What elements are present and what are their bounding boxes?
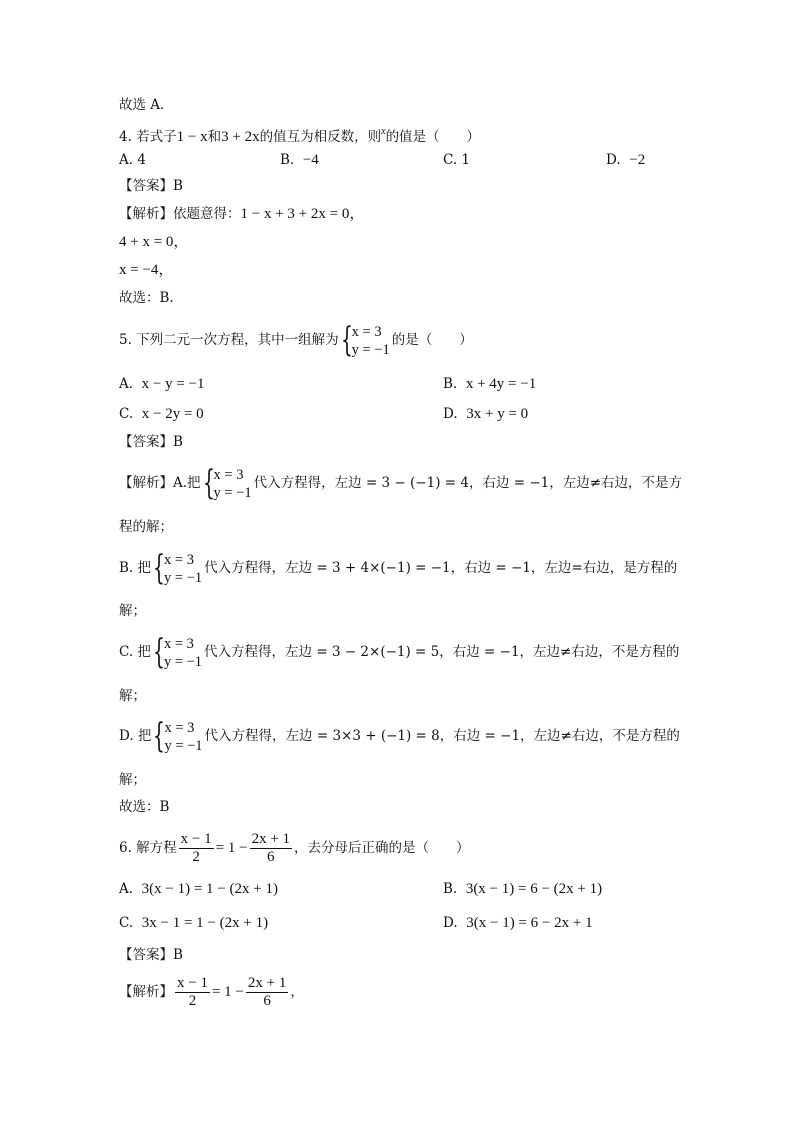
q6-option-b-label: B. xyxy=(443,881,458,897)
q5-option-d-label: D. xyxy=(443,406,458,422)
q4-stem xyxy=(119,123,480,146)
q5-b-post: 代入方程得，左边 = 3 + 4×(−1) = −1，右边 = −1，左边=右边，是方程的 xyxy=(204,560,678,576)
q5-option-a-label: A. xyxy=(119,376,134,392)
q5-b-system xyxy=(153,547,203,588)
q5-a-sys-x: x = 3 xyxy=(213,466,244,483)
q4-option-d-label: D. xyxy=(606,152,621,168)
intro-line: 故选 A． xyxy=(119,97,174,113)
q6-an-mid: = 1 − xyxy=(211,984,244,1000)
q4-stem-post-a: 的值互为相反数，则 xyxy=(259,129,382,145)
q5-c-pre: C. 把 xyxy=(119,644,151,660)
q4-conclusion: 故选：B. xyxy=(119,290,174,306)
q5-analysis-b xyxy=(119,547,678,588)
q6-an-frac1-den: 2 xyxy=(188,993,197,1009)
q4-option-c: C. 1 xyxy=(443,152,471,168)
q6-an-frac1 xyxy=(175,975,210,1010)
q4-expr1: 1 − x xyxy=(176,129,208,145)
q5-option-d-eq: 3x + y = 0 xyxy=(466,406,529,422)
q6-an-frac2-num: 2x + 1 xyxy=(247,975,287,991)
q4-stem-mid: 和 xyxy=(207,129,222,145)
q6-option-c xyxy=(119,914,268,932)
q5-analysis-a xyxy=(119,462,683,503)
q5-b-cont: 解； xyxy=(119,603,146,619)
q5-c-sys-y: y = −1 xyxy=(163,653,203,670)
q4-stem-post-b: 的值是（ ） xyxy=(385,129,481,145)
q6-an-frac2 xyxy=(246,975,288,1010)
q6-mid: = 1 − xyxy=(215,840,248,856)
q5-option-d xyxy=(443,405,528,423)
q5-a-pre: 【解析】A.把 xyxy=(119,475,201,491)
q6-frac1-den: 2 xyxy=(192,849,200,865)
q4-answer: 【答案】B xyxy=(119,178,183,194)
q5-stem xyxy=(119,319,473,360)
q5-d-post: 代入方程得，左边 = 3×3 + (−1) = 8，右边 = −1，左边≠右边，不是方程的 xyxy=(204,728,680,744)
q5-c-system xyxy=(152,631,203,672)
q4-expr2: 3 + 2x xyxy=(221,129,260,145)
q5-analysis-c xyxy=(119,631,680,672)
q6-option-d-eq: 3(x − 1) = 6 − 2x + 1 xyxy=(466,915,593,931)
q5-option-c xyxy=(119,405,204,423)
q5-a-cont: 程的解； xyxy=(119,519,173,535)
q6-answer: 【答案】B xyxy=(119,947,183,963)
q4-step2: 4 + x = 0， xyxy=(119,234,189,250)
q4-analysis xyxy=(119,205,364,223)
q5-a-sys-y: y = −1 xyxy=(213,484,252,501)
q6-option-d xyxy=(443,914,593,932)
q6-option-a xyxy=(119,880,278,898)
q6-frac1-num: x − 1 xyxy=(180,831,212,847)
q5-stem-pre: 5. 下列二元一次方程，其中一组解为 xyxy=(119,332,339,348)
q6-an-post: ， xyxy=(290,984,304,1000)
q4-analysis-eq: 1 − x + 3 + 2x = 0， xyxy=(240,206,365,222)
q5-c-cont: 解； xyxy=(119,688,146,704)
q4-option-a: A. 4 xyxy=(119,152,146,168)
q4-option-d-value: −2 xyxy=(629,152,646,168)
q6-frac1 xyxy=(179,831,214,866)
q5-stem-post: 的是（ ） xyxy=(391,332,473,348)
q6-an-frac1-num: x − 1 xyxy=(177,975,208,991)
q6-option-a-eq: 3(x − 1) = 1 − (2x + 1) xyxy=(141,881,278,897)
q5-d-sys-x: x = 3 xyxy=(164,719,195,736)
q6-option-d-label: D. xyxy=(443,915,458,931)
q5-system xyxy=(340,319,390,360)
q6-option-b-eq: 3(x − 1) = 6 − (2x + 1) xyxy=(465,881,603,897)
q5-option-c-label: C. xyxy=(119,406,134,422)
left-brace-icon: { xyxy=(152,631,165,672)
q5-option-a-eq: x − y = −1 xyxy=(141,376,205,392)
q5-a-post: 代入方程得，左边 = 3 − (−1) = 4，右边 = −1，左边≠右边，不是方 xyxy=(253,475,683,491)
q5-answer: 【答案】B xyxy=(119,434,183,450)
q5-b-pre: B. 把 xyxy=(119,560,152,576)
q5-sys-y: y = −1 xyxy=(351,341,390,358)
left-brace-icon: { xyxy=(340,319,353,360)
q6-an-frac2-den: 6 xyxy=(263,993,271,1009)
q6-stem xyxy=(119,829,470,867)
q4-option-d xyxy=(606,151,645,169)
q5-option-c-eq: x − 2y = 0 xyxy=(141,406,204,422)
q6-option-a-label: A. xyxy=(119,881,134,897)
q6-analysis xyxy=(119,973,304,1011)
left-brace-icon: { xyxy=(153,715,166,756)
q5-option-b-eq: x + 4y = −1 xyxy=(465,376,537,392)
q5-b-sys-x: x = 3 xyxy=(164,551,194,568)
q5-c-sys-x: x = 3 xyxy=(163,635,194,652)
q4-stem-pre: 4. 若式子 xyxy=(119,129,177,145)
q6-stem-pre: 6. 解方程 xyxy=(119,840,177,856)
q4-step3: x = −4， xyxy=(119,262,174,278)
q5-b-sys-y: y = −1 xyxy=(164,569,203,586)
q4-var: x xyxy=(381,126,386,137)
q6-frac2-num: 2x + 1 xyxy=(251,831,291,847)
q5-analysis-d xyxy=(119,715,680,756)
left-brace-icon: { xyxy=(202,462,215,503)
q4-option-b-value: −4 xyxy=(302,152,319,168)
q6-frac2 xyxy=(250,831,292,866)
q6-frac2-den: 6 xyxy=(267,849,275,865)
left-brace-icon: { xyxy=(153,547,165,588)
q5-d-cont: 解； xyxy=(119,772,146,788)
q5-option-b-label: B. xyxy=(443,376,458,392)
q6-option-c-eq: 3x − 1 = 1 − (2x + 1) xyxy=(141,915,269,931)
q6-analysis-label: 【解析】 xyxy=(119,984,173,1000)
q5-c-post: 代入方程得，左边 = 3 − 2×(−1) = 5，右边 = −1，左边≠右边，不是方程的 xyxy=(204,644,680,660)
q5-d-pre: D. 把 xyxy=(119,728,152,744)
q4-option-b-label: B. xyxy=(280,152,295,168)
q6-option-c-label: C. xyxy=(119,915,134,931)
q5-a-system xyxy=(202,462,252,503)
q5-d-sys-y: y = −1 xyxy=(164,737,203,754)
q6-stem-post: ，去分母后正确的是（ ） xyxy=(294,840,470,856)
q5-conclusion: 故选：B xyxy=(119,799,170,815)
q5-option-a xyxy=(119,375,205,393)
q5-sys-x: x = 3 xyxy=(351,323,382,340)
q6-option-b xyxy=(443,880,602,898)
q4-analysis-label: 【解析】依题意得： xyxy=(119,206,241,222)
q4-option-b xyxy=(280,151,319,169)
q5-d-system xyxy=(153,715,203,756)
q5-option-b xyxy=(443,375,536,393)
